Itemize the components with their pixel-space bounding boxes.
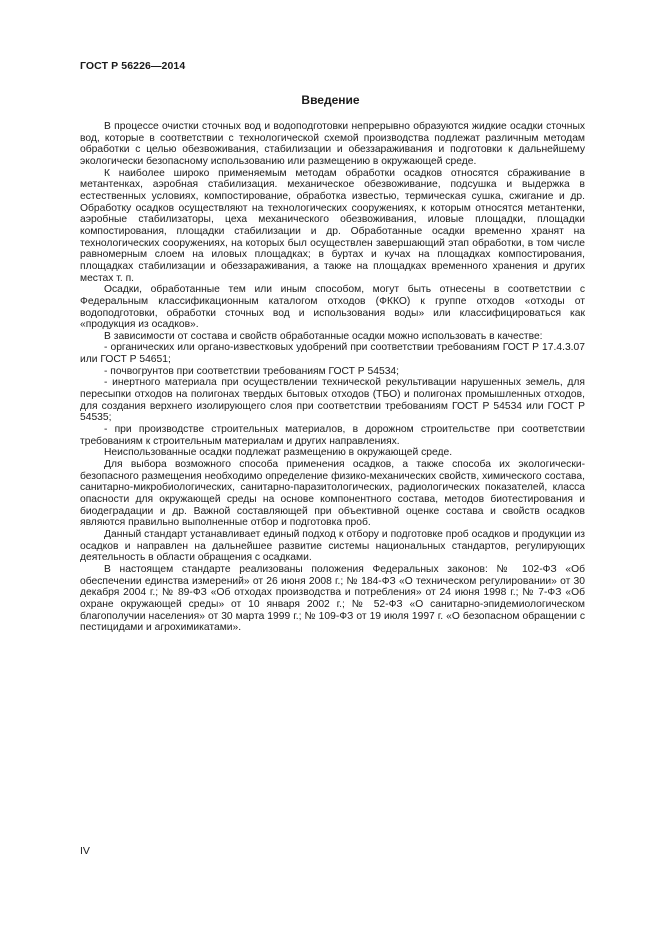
paragraph: К наиболее широко применяемым методам обработки осадков относятся сбраживание в метантенках, аэробная стабилизация. механическое обезвоживание, подсушка и выдержка в естественных условиях, компостирование, обработка известью, термическая сушка, сжигание и др. Обработку осадков осуществляют на технологических сооружениях, к которым относятся метантенки, аэробные стабилизаторы, цеха механического обезвоживания, иловые площадки, площадки компостирования, площадки стабилизации и др. Обработанные осадки временно хранят на технологических сооружениях, на которых был осуществлен завершающий этап обработки, в том числе равномерным слоем на иловых площадках; в буртах и кучах на площадках компостирования, площадках стабилизации и обеззараживания, а также на площадках временного хранения и других местах т. п. <box>80 167 585 284</box>
paragraph: Данный стандарт устанавливает единый подход к отбору и подготовке проб осадков и продукции из осадков и направлен на дальнейшее развитие системы национальных стандартов, регулирующих деятельность в области обращения с осадками. <box>80 528 585 564</box>
list-item: - почвогрунтов при соответствии требованиям ГОСТ Р 54534; <box>104 365 400 377</box>
document-body <box>80 121 585 634</box>
section-title: Введение <box>301 93 360 107</box>
document-header: ГОСТ Р 56226—2014 <box>80 60 186 72</box>
paragraph: Осадки, обработанные тем или иным способом, могут быть отнесены в соответствии с Федеральным классификационным каталогом отходов (ФККО) к группе отходов «отходы от водоподготовки, обработки сточных вод и использования воды» или классифицироваться как «продукция из осадков». <box>80 284 585 331</box>
paragraph: В процессе очистки сточных вод и водоподготовки непрерывно образуются жидкие осадки сточных вод, которые в соответствии с технологической схемой производства подлежат различным методам обработки с целью обезвоживания, стабилизации и обеззараживания и подготовки к дальнейшему экологически безопасному использованию или размещению в окружающей среде. <box>80 121 585 167</box>
list-item: - при производстве строительных материалов, в дорожном строительстве при соответствии требованиям к строительным материалам и других направлениях. <box>80 424 585 447</box>
list-item: - органических или органо-известковых удобрений при соответствии требованиям ГОСТ Р 17.4.3.07 или ГОСТ Р 54651; <box>80 342 585 366</box>
paragraph: Для выбора возможного способа применения осадков, а также способа их экологически-безопасного размещения необходимо определение физико-механических свойств, химического состава, санитарно-микробиологических, санитарно-паразитологических, радиологических показателей, класса опасности для окружающей среды на основе компонентного состава, методов биотестирования и биодеградации и др. Важной составляющей при объективной оценке состава и свойств осадков являются правильно выполненные отбор и подготовка проб. <box>80 459 585 529</box>
paragraph: Неиспользованные осадки подлежат размещению в окружающей среде. <box>104 447 453 459</box>
page-number: IV <box>80 845 90 857</box>
paragraph: В настоящем стандарте реализованы положения Федеральных законов: № 102-ФЗ «Об обеспечении единства измерений» от 26 июня 2008 г.; № 184-ФЗ «О техническом регулировании» от 30 декабря 2004 г.; № 89-ФЗ «Об отходах производства и потребления» от 24 июня 1998 г.; № 7-ФЗ «Об охране окружающей среды» от 10 января 2002 г.; № 52-ФЗ «О санитарно-эпидемиологическом благополучии населения» от 30 марта 1999 г.; № 109-ФЗ от 19 июля 1997 г. «О безопасном обращении с пестицидами и агрохимикатами». <box>80 563 585 634</box>
paragraph: В зависимости от состава и свойств обработанные осадки можно использовать в качестве: <box>104 330 543 342</box>
list-item: - инертного материала при осуществлении технической рекультивации нарушенных земель, для пересыпки отходов на полигонах твердых бытовых отходов (ТБО) и полигонах промышленных отходов, для создания верхнего изолирующего слоя при соответствии требованиям ГОСТ Р 54534 или ГОСТ Р 54535; <box>80 377 585 424</box>
